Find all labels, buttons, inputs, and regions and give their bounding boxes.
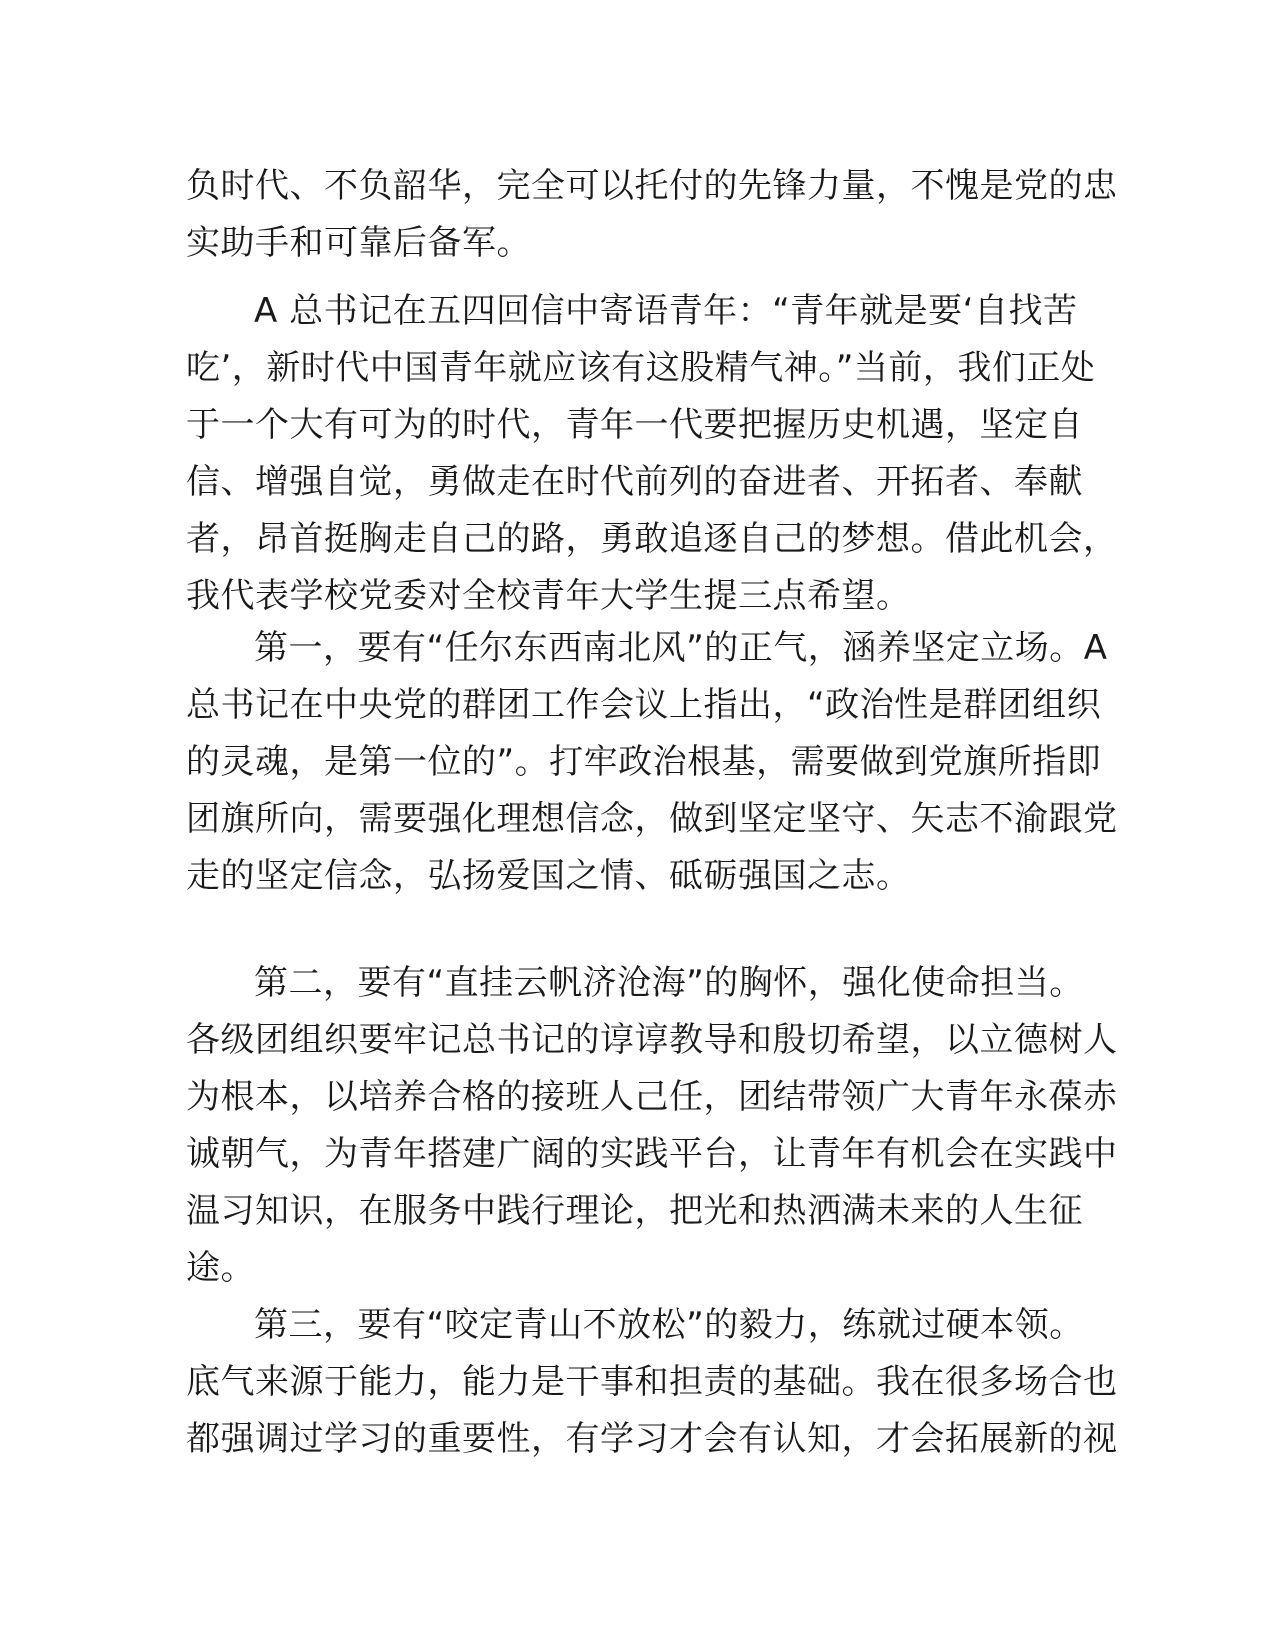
text-line: 温习知识，在服务中践行理论，把光和热洒满未来的人生征: [186, 1191, 1083, 1231]
text-line: 团旗所向，需要强化理想信念，做到坚定坚守、矢志不渝跟党: [186, 799, 1118, 839]
text-line: 我代表学校党委对全校青年大学生提三点希望。: [186, 576, 911, 616]
text-line: A 总书记在五四回信中寄语青年：“青年就是要‘自找苦: [254, 291, 1078, 331]
paragraph-point-one: [186, 620, 1118, 905]
text-line: 负时代、不负韶华，完全可以托付的先锋力量，不愧是党的忠: [186, 166, 1118, 206]
text-line: 都强调过学习的重要性，有学习才会有认知，才会拓展新的视: [186, 1419, 1118, 1459]
text-line: 的灵魂，是第一位的”。打牢政治根基，需要做到党旗所指即: [186, 742, 1102, 782]
text-line: 吃’，新时代中国青年就应该有这股精气神。”当前，我们正处: [186, 348, 1096, 388]
text-line: 实助手和可靠后备军。: [186, 223, 531, 263]
text-line: 第二，要有“直挂云帆济沧海”的胸怀，强化使命担当。: [254, 963, 1084, 1003]
text-line: 诚朝气，为青年搭建广阔的实践平台，让青年有机会在实践中: [186, 1134, 1118, 1174]
paragraph-letter-quote: [186, 283, 1118, 625]
text-line: 信、增强自觉，勇做走在时代前列的奋进者、开拓者、奉献: [186, 462, 1083, 502]
paragraph-continuation: [186, 158, 1118, 272]
text-line: 总书记在中央党的群团工作会议上指出，“政治性是群团组织: [186, 685, 1102, 725]
paragraph-point-three: [186, 1297, 1118, 1468]
text-line: 第三，要有“咬定青山不放松”的毅力，练就过硬本领。: [254, 1305, 1084, 1345]
text-line: 底气来源于能力，能力是干事和担责的基础。我在很多场合也: [186, 1362, 1118, 1402]
text-line: 于一个大有可为的时代，青年一代要把握历史机遇，坚定自: [186, 405, 1083, 445]
text-line: 为根本，以培养合格的接班人己任，团结带领广大青年永葆赤: [186, 1077, 1118, 1117]
text-line: 各级团组织要牢记总书记的谆谆教导和殷切希望，以立德树人: [186, 1020, 1118, 1060]
text-line: 途。: [186, 1248, 255, 1288]
text-line: 第一，要有“任尔东西南北风”的正气，涵养坚定立场。A: [254, 628, 1108, 668]
paragraph-point-two: [186, 955, 1118, 1297]
text-line: 者，昂首挺胸走自己的路，勇敢追逐自己的梦想。借此机会，: [186, 519, 1118, 559]
text-line: 走的坚定信念，弘扬爱国之情、砥砺强国之志。: [186, 856, 911, 896]
